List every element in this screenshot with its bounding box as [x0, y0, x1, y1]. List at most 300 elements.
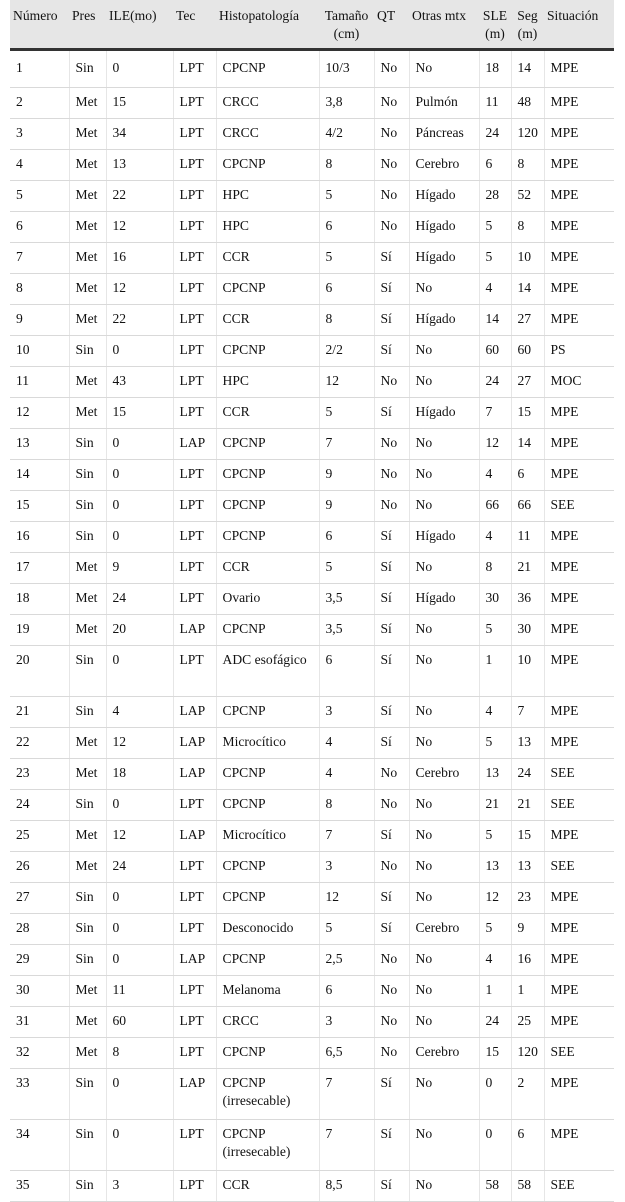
table-row	[10, 118, 614, 149]
cell-qt: Sí	[374, 583, 409, 614]
cell-numero: 29	[10, 944, 69, 975]
cell-histo: CRCC	[216, 118, 319, 149]
cell-pres: Met	[69, 820, 106, 851]
cell-situacion: MPE	[544, 304, 614, 335]
cell-qt: Sí	[374, 820, 409, 851]
table-row	[10, 366, 614, 397]
cell-tec: LPT	[173, 1170, 216, 1201]
cell-numero: 18	[10, 583, 69, 614]
cell-numero: 3	[10, 118, 69, 149]
cell-ile: 0	[106, 789, 173, 820]
column-header-sle	[479, 0, 511, 49]
cell-sle: 0	[479, 1119, 511, 1170]
column-header-label: (m)	[517, 26, 538, 42]
cell-tamano: 9	[319, 490, 374, 521]
cell-situacion: MPE	[544, 882, 614, 913]
cell-ile: 16	[106, 242, 173, 273]
cell-sle: 13	[479, 758, 511, 789]
cell-pres: Sin	[69, 944, 106, 975]
cell-tec: LPT	[173, 1037, 216, 1068]
table-row	[10, 397, 614, 428]
table-row	[10, 882, 614, 913]
cell-histo: CPCNP	[216, 521, 319, 552]
cell-pres: Sin	[69, 428, 106, 459]
table-row	[10, 1170, 614, 1201]
cell-pres: Sin	[69, 459, 106, 490]
cell-numero: 31	[10, 1006, 69, 1037]
column-header-label: Tec	[176, 8, 196, 23]
cell-seg: 10	[511, 645, 544, 696]
table-row	[10, 727, 614, 758]
cell-ile: 22	[106, 180, 173, 211]
cell-histo: HPC	[216, 211, 319, 242]
cell-seg: 36	[511, 583, 544, 614]
cell-ile: 60	[106, 1006, 173, 1037]
cell-sle: 60	[479, 335, 511, 366]
cell-tamano: 5	[319, 242, 374, 273]
cell-numero: 6	[10, 211, 69, 242]
table-row	[10, 1006, 614, 1037]
cell-qt: Sí	[374, 645, 409, 696]
cell-histo: CPCNP (irresecable)	[216, 1068, 319, 1119]
cell-tec: LAP	[173, 428, 216, 459]
table-row	[10, 975, 614, 1006]
cell-qt: Sí	[374, 397, 409, 428]
cell-tamano: 6	[319, 645, 374, 696]
cell-sle: 4	[479, 459, 511, 490]
cell-pres: Met	[69, 118, 106, 149]
cell-numero: 25	[10, 820, 69, 851]
cell-situacion: MPE	[544, 727, 614, 758]
cell-tec: LPT	[173, 242, 216, 273]
cell-qt: Sí	[374, 335, 409, 366]
cell-otras: Cerebro	[409, 913, 479, 944]
cell-ile: 12	[106, 273, 173, 304]
cell-situacion: MPE	[544, 645, 614, 696]
cell-seg: 21	[511, 552, 544, 583]
cell-otras: Hígado	[409, 211, 479, 242]
cell-pres: Met	[69, 273, 106, 304]
cell-sle: 30	[479, 583, 511, 614]
column-header-label: (cm)	[333, 26, 360, 42]
cell-pres: Met	[69, 397, 106, 428]
cell-pres: Sin	[69, 521, 106, 552]
cell-sle: 11	[479, 87, 511, 118]
cell-histo: CPCNP	[216, 882, 319, 913]
cell-otras: Hígado	[409, 304, 479, 335]
cell-sle: 12	[479, 428, 511, 459]
cell-ile: 0	[106, 882, 173, 913]
cell-histo: CRCC	[216, 1006, 319, 1037]
cell-otras: No	[409, 552, 479, 583]
column-header-otras	[409, 0, 479, 49]
cell-situacion: MPE	[544, 459, 614, 490]
table-row	[10, 459, 614, 490]
column-header-seg	[511, 0, 544, 49]
cell-sle: 5	[479, 211, 511, 242]
cell-pres: Met	[69, 583, 106, 614]
table-row	[10, 149, 614, 180]
cell-histo: CPCNP	[216, 944, 319, 975]
cell-numero: 27	[10, 882, 69, 913]
header-row	[10, 0, 614, 49]
cell-histo: Melanoma	[216, 975, 319, 1006]
cell-tec: LPT	[173, 975, 216, 1006]
cell-sle: 24	[479, 1006, 511, 1037]
cell-situacion: SEE	[544, 789, 614, 820]
cell-situacion: MPE	[544, 521, 614, 552]
cell-qt: Sí	[374, 614, 409, 645]
cell-ile: 0	[106, 335, 173, 366]
cell-histo: CPCNP	[216, 758, 319, 789]
cell-tamano: 5	[319, 397, 374, 428]
cell-pres: Sin	[69, 645, 106, 696]
cell-sle: 14	[479, 304, 511, 335]
cell-numero: 28	[10, 913, 69, 944]
cell-ile: 15	[106, 87, 173, 118]
cell-pres: Met	[69, 727, 106, 758]
cell-seg: 13	[511, 727, 544, 758]
cell-seg: 13	[511, 851, 544, 882]
cell-tec: LPT	[173, 459, 216, 490]
cell-qt: No	[374, 490, 409, 521]
cell-qt: No	[374, 366, 409, 397]
cell-numero: 13	[10, 428, 69, 459]
cell-otras: No	[409, 645, 479, 696]
column-header-numero	[10, 0, 69, 49]
cell-tamano: 3	[319, 1006, 374, 1037]
table-row	[10, 87, 614, 118]
cell-tamano: 7	[319, 428, 374, 459]
cell-numero: 7	[10, 242, 69, 273]
cell-tec: LAP	[173, 758, 216, 789]
cell-otras: No	[409, 727, 479, 758]
cell-ile: 13	[106, 149, 173, 180]
cell-situacion: MPE	[544, 242, 614, 273]
cell-ile: 0	[106, 1068, 173, 1119]
cell-qt: Sí	[374, 913, 409, 944]
cell-qt: Sí	[374, 882, 409, 913]
cell-sle: 1	[479, 645, 511, 696]
cell-numero: 19	[10, 614, 69, 645]
cell-sle: 28	[479, 180, 511, 211]
cell-pres: Met	[69, 87, 106, 118]
cell-otras: No	[409, 1006, 479, 1037]
cell-qt: No	[374, 789, 409, 820]
cell-seg: 10	[511, 242, 544, 273]
cell-otras: No	[409, 882, 479, 913]
cell-histo: CPCNP	[216, 335, 319, 366]
cell-tamano: 7	[319, 1119, 374, 1170]
table-row	[10, 1068, 614, 1119]
cell-seg: 7	[511, 696, 544, 727]
cell-sle: 6	[479, 149, 511, 180]
cell-situacion: MPE	[544, 913, 614, 944]
cell-qt: Sí	[374, 696, 409, 727]
cell-sle: 5	[479, 820, 511, 851]
cell-otras: No	[409, 614, 479, 645]
cell-pres: Met	[69, 211, 106, 242]
cell-situacion: SEE	[544, 1037, 614, 1068]
cell-sle: 5	[479, 242, 511, 273]
column-header-label: ILE(mo)	[109, 8, 157, 23]
cell-situacion: MPE	[544, 273, 614, 304]
cell-ile: 12	[106, 211, 173, 242]
cell-histo: CPCNP	[216, 696, 319, 727]
cell-sle: 1	[479, 975, 511, 1006]
cell-pres: Met	[69, 149, 106, 180]
cell-otras: No	[409, 273, 479, 304]
table-row	[10, 944, 614, 975]
cell-pres: Met	[69, 180, 106, 211]
cell-situacion: MPE	[544, 118, 614, 149]
cell-histo: CPCNP	[216, 789, 319, 820]
cell-tec: LPT	[173, 1119, 216, 1170]
table-row	[10, 1119, 614, 1170]
cell-sle: 15	[479, 1037, 511, 1068]
cell-tec: LAP	[173, 1068, 216, 1119]
data-table-container	[10, 0, 614, 1202]
table-row	[10, 180, 614, 211]
cell-histo: Microcítico	[216, 820, 319, 851]
cell-tamano: 12	[319, 366, 374, 397]
cell-otras: No	[409, 366, 479, 397]
cell-seg: 23	[511, 882, 544, 913]
cell-ile: 15	[106, 397, 173, 428]
cell-numero: 23	[10, 758, 69, 789]
cell-numero: 16	[10, 521, 69, 552]
cell-pres: Met	[69, 552, 106, 583]
cell-otras: No	[409, 335, 479, 366]
cell-tamano: 5	[319, 913, 374, 944]
cell-sle: 66	[479, 490, 511, 521]
cell-ile: 12	[106, 820, 173, 851]
cell-sle: 0	[479, 1068, 511, 1119]
cell-tec: LPT	[173, 87, 216, 118]
cell-otras: Pulmón	[409, 87, 479, 118]
cell-seg: 15	[511, 820, 544, 851]
column-header-label: (m)	[485, 26, 505, 42]
cell-tamano: 3	[319, 851, 374, 882]
cell-situacion: MPE	[544, 614, 614, 645]
cell-histo: HPC	[216, 180, 319, 211]
cell-ile: 22	[106, 304, 173, 335]
cell-tamano: 4/2	[319, 118, 374, 149]
cell-seg: 60	[511, 335, 544, 366]
cell-ile: 0	[106, 521, 173, 552]
cell-pres: Met	[69, 366, 106, 397]
cell-seg: 30	[511, 614, 544, 645]
table-row	[10, 428, 614, 459]
cell-qt: Sí	[374, 1068, 409, 1119]
cell-situacion: MPE	[544, 49, 614, 87]
cell-histo: CPCNP	[216, 428, 319, 459]
column-header-label: QT	[377, 8, 396, 23]
table-row	[10, 211, 614, 242]
cell-otras: No	[409, 696, 479, 727]
cell-situacion: MPE	[544, 583, 614, 614]
cell-tamano: 3,5	[319, 583, 374, 614]
cell-tamano: 7	[319, 1068, 374, 1119]
table-row	[10, 490, 614, 521]
cell-tec: LPT	[173, 180, 216, 211]
cell-tamano: 8	[319, 304, 374, 335]
table-row	[10, 820, 614, 851]
cell-otras: No	[409, 459, 479, 490]
cell-seg: 120	[511, 1037, 544, 1068]
cell-ile: 43	[106, 366, 173, 397]
table-row	[10, 645, 614, 696]
cell-numero: 30	[10, 975, 69, 1006]
cell-tec: LPT	[173, 149, 216, 180]
cell-sle: 5	[479, 913, 511, 944]
cell-situacion: MPE	[544, 975, 614, 1006]
cell-tamano: 3,5	[319, 614, 374, 645]
cell-situacion: SEE	[544, 1170, 614, 1201]
cell-numero: 12	[10, 397, 69, 428]
cell-seg: 52	[511, 180, 544, 211]
cell-pres: Met	[69, 304, 106, 335]
cell-pres: Sin	[69, 913, 106, 944]
cell-tamano: 7	[319, 820, 374, 851]
cell-seg: 120	[511, 118, 544, 149]
cell-qt: No	[374, 944, 409, 975]
cell-qt: No	[374, 1037, 409, 1068]
cell-otras: No	[409, 789, 479, 820]
cell-tec: LPT	[173, 273, 216, 304]
cell-situacion: SEE	[544, 490, 614, 521]
cell-seg: 25	[511, 1006, 544, 1037]
cell-numero: 24	[10, 789, 69, 820]
cell-ile: 24	[106, 583, 173, 614]
cell-tamano: 6	[319, 211, 374, 242]
table-row	[10, 49, 614, 87]
table-row	[10, 913, 614, 944]
cell-ile: 0	[106, 913, 173, 944]
cell-tec: LPT	[173, 397, 216, 428]
cell-tamano: 2,5	[319, 944, 374, 975]
cell-tec: LAP	[173, 696, 216, 727]
cell-histo: CCR	[216, 552, 319, 583]
cell-sle: 5	[479, 727, 511, 758]
cell-sle: 21	[479, 789, 511, 820]
cell-seg: 21	[511, 789, 544, 820]
cell-sle: 5	[479, 614, 511, 645]
cell-sle: 58	[479, 1170, 511, 1201]
cell-situacion: MPE	[544, 1006, 614, 1037]
cell-histo: CPCNP	[216, 273, 319, 304]
cell-tec: LPT	[173, 211, 216, 242]
cell-sle: 4	[479, 273, 511, 304]
cell-numero: 17	[10, 552, 69, 583]
cell-pres: Met	[69, 975, 106, 1006]
cell-histo: CPCNP	[216, 459, 319, 490]
cell-seg: 14	[511, 273, 544, 304]
cell-seg: 14	[511, 49, 544, 87]
table-body	[10, 49, 614, 1201]
cell-qt: No	[374, 459, 409, 490]
patients-table	[10, 0, 614, 1202]
cell-otras: Hígado	[409, 397, 479, 428]
cell-ile: 8	[106, 1037, 173, 1068]
cell-seg: 24	[511, 758, 544, 789]
cell-histo: Microcítico	[216, 727, 319, 758]
cell-histo: CCR	[216, 304, 319, 335]
cell-situacion: MPE	[544, 1068, 614, 1119]
cell-numero: 9	[10, 304, 69, 335]
cell-otras: Hígado	[409, 242, 479, 273]
cell-situacion: MOC	[544, 366, 614, 397]
cell-ile: 0	[106, 490, 173, 521]
column-header-label: SLE	[482, 8, 508, 23]
cell-tec: LAP	[173, 944, 216, 975]
cell-tec: LPT	[173, 645, 216, 696]
cell-situacion: MPE	[544, 820, 614, 851]
cell-qt: No	[374, 851, 409, 882]
cell-tec: LPT	[173, 851, 216, 882]
column-header-tec	[173, 0, 216, 49]
cell-situacion: SEE	[544, 758, 614, 789]
cell-situacion: MPE	[544, 211, 614, 242]
cell-numero: 32	[10, 1037, 69, 1068]
column-header-label: Histopatología	[219, 8, 300, 23]
cell-seg: 27	[511, 304, 544, 335]
table-row	[10, 304, 614, 335]
cell-ile: 0	[106, 428, 173, 459]
cell-sle: 4	[479, 696, 511, 727]
table-row	[10, 521, 614, 552]
cell-ile: 11	[106, 975, 173, 1006]
cell-histo: Ovario	[216, 583, 319, 614]
cell-otras: Cerebro	[409, 758, 479, 789]
cell-tamano: 4	[319, 727, 374, 758]
cell-tamano: 6	[319, 975, 374, 1006]
cell-histo: Desconocido	[216, 913, 319, 944]
cell-qt: No	[374, 180, 409, 211]
cell-histo: CCR	[216, 1170, 319, 1201]
cell-otras: No	[409, 428, 479, 459]
cell-pres: Sin	[69, 882, 106, 913]
cell-pres: Sin	[69, 696, 106, 727]
cell-tamano: 10/3	[319, 49, 374, 87]
cell-tec: LPT	[173, 552, 216, 583]
cell-otras: No	[409, 1068, 479, 1119]
cell-numero: 1	[10, 49, 69, 87]
cell-otras: Cerebro	[409, 1037, 479, 1068]
cell-qt: Sí	[374, 1170, 409, 1201]
column-header-ile	[106, 0, 173, 49]
column-header-label: Situación	[547, 8, 599, 23]
cell-situacion: PS	[544, 335, 614, 366]
cell-situacion: MPE	[544, 87, 614, 118]
cell-seg: 8	[511, 211, 544, 242]
cell-otras: No	[409, 851, 479, 882]
cell-tamano: 6,5	[319, 1037, 374, 1068]
cell-numero: 35	[10, 1170, 69, 1201]
table-row	[10, 758, 614, 789]
cell-pres: Sin	[69, 49, 106, 87]
table-row	[10, 273, 614, 304]
cell-otras: Cerebro	[409, 149, 479, 180]
cell-tamano: 3	[319, 696, 374, 727]
cell-ile: 0	[106, 944, 173, 975]
cell-ile: 20	[106, 614, 173, 645]
cell-sle: 13	[479, 851, 511, 882]
cell-qt: No	[374, 1006, 409, 1037]
cell-histo: CPCNP	[216, 149, 319, 180]
table-row	[10, 242, 614, 273]
cell-numero: 10	[10, 335, 69, 366]
